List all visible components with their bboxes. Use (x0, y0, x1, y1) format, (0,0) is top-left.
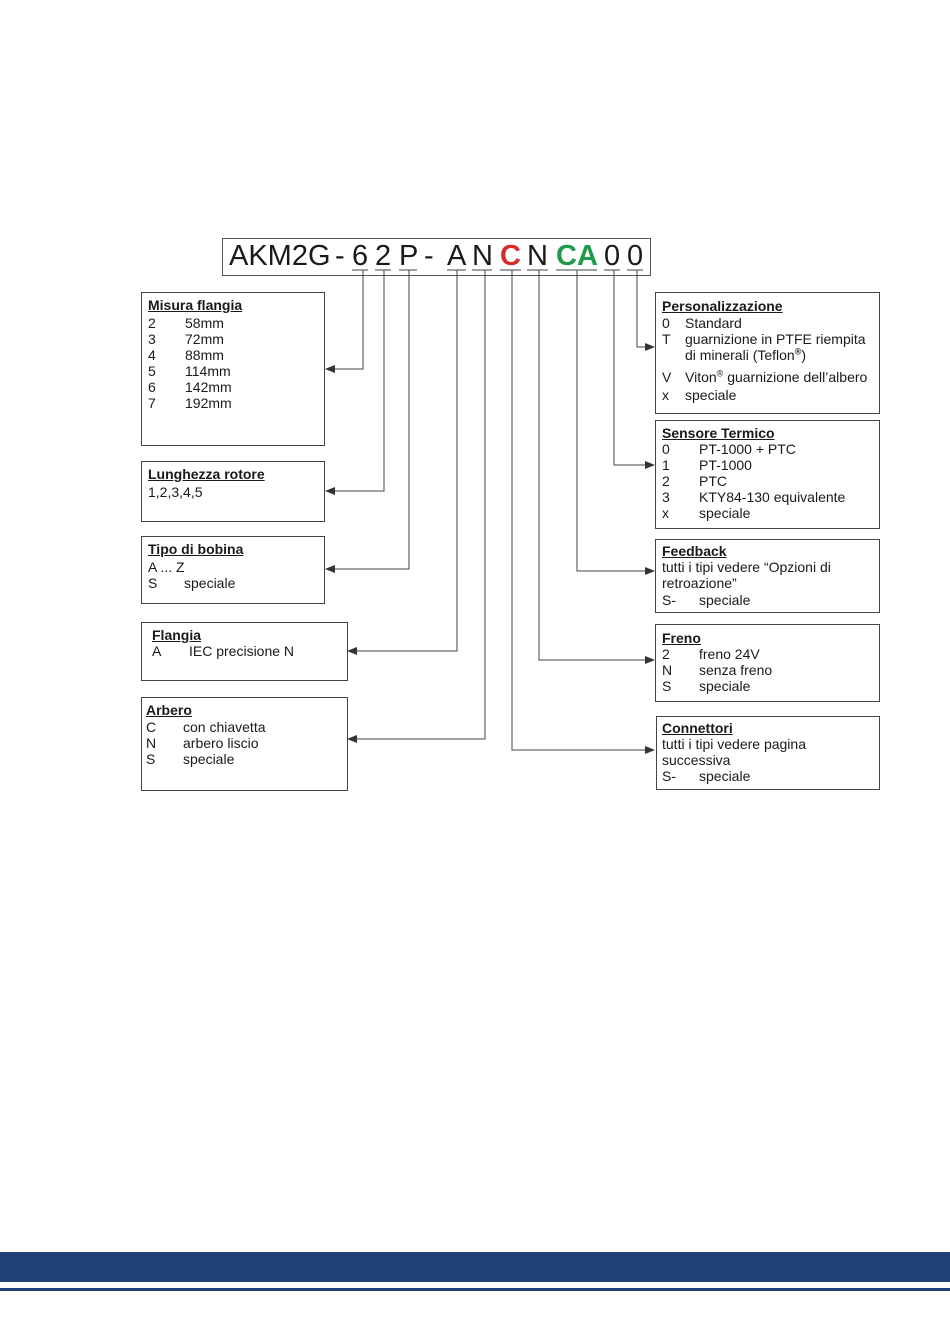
box-connettori: Connettori tutti i tipi vedere pagina successiva S- speciale (656, 716, 880, 790)
code-segment-winding: P (399, 240, 419, 272)
code-segment-brake: N (527, 240, 548, 272)
box-misura-flangia: Misura flangia 2 58mm 3 72mm 4 88mm 5 114mm 6 142mm 7 192mm (141, 292, 325, 446)
code-segment-connector: C (500, 240, 521, 272)
code-segment-series: AKM2G (229, 240, 331, 272)
box-arbero: Arbero C con chiavetta N arbero liscio S speciale (141, 697, 348, 791)
box-flangia: Flangia A IEC precisione N (141, 622, 348, 681)
box-title: Misura flangia (148, 297, 243, 313)
code-segment-feedback: CA (556, 240, 598, 272)
code-segment-rotor-length: 2 (375, 240, 392, 272)
box-personalizzazione: Personalizzazione 0 Standard T guarnizione in PTFE riempita di minerali (Teflon®) V Viton® guarnizione dell’albero x speciale (655, 292, 880, 414)
code-segment-thermal-sensor: 0 (604, 240, 621, 272)
code-segment-dash: - (424, 240, 434, 272)
code-segment-shaft: N (472, 240, 493, 272)
code-segment-dash: - (335, 240, 345, 272)
box-title: Arbero (146, 702, 192, 718)
box-tipo-bobina: Tipo di bobina A ... Z S speciale (141, 536, 325, 604)
box-title: Freno (662, 630, 701, 646)
code-segment-flange-size: 6 (352, 240, 369, 272)
box-title: Lunghezza rotore (148, 466, 265, 482)
code-segment-customization: 0 (627, 240, 644, 272)
box-title: Sensore Termico (662, 425, 775, 441)
box-title: Tipo di bobina (148, 541, 244, 557)
box-freno: Freno 2 freno 24V N senza freno S speciale (655, 624, 880, 702)
box-lunghezza-rotore: Lunghezza rotore 1,2,3,4,5 (141, 461, 325, 522)
box-sensore-termico: Sensore Termico 0 PT-1000 + PTC 1 PT-1000 2 PTC 3 KTY84-130 equivalente x speciale (655, 420, 880, 529)
footer-rule (0, 1288, 950, 1291)
box-feedback: Feedback tutti i tipi vedere “Opzioni di retroazione” S- speciale (655, 539, 880, 613)
footer-band (0, 1252, 950, 1282)
box-title: Flangia (152, 627, 202, 643)
box-title: Personalizzazione (662, 298, 783, 314)
box-title: Connettori (662, 720, 733, 736)
code-segment-flange: A (447, 240, 467, 272)
box-title: Feedback (662, 543, 727, 559)
